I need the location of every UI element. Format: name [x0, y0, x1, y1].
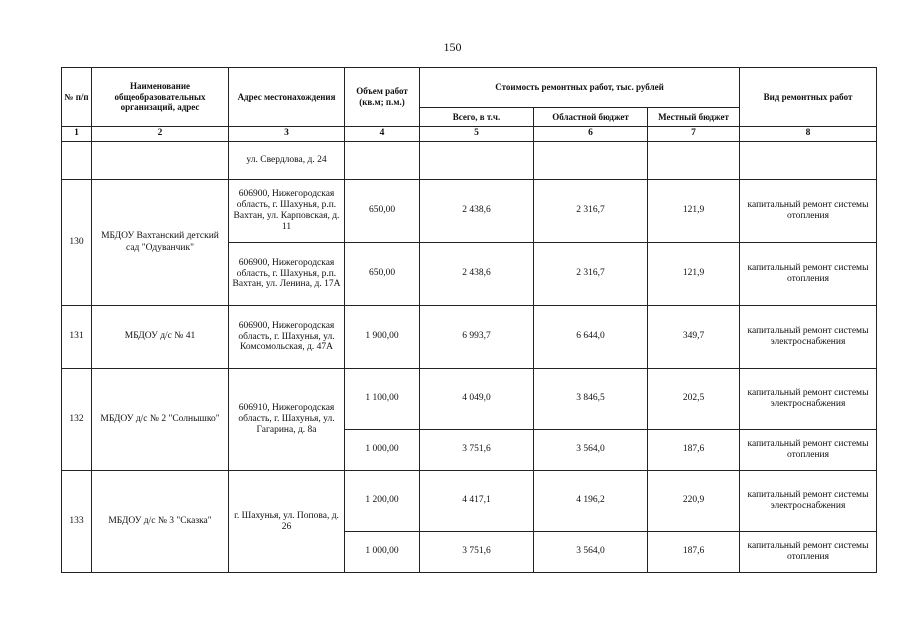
page-number: 150 [443, 40, 462, 54]
header-work-type: Вид ремонтных работ [740, 68, 877, 127]
table-row [62, 306, 877, 369]
row-number: 133 [62, 471, 92, 573]
header-total: Всего, в т.ч. [420, 108, 534, 127]
regional-cell: 3 846,5 [534, 369, 648, 430]
column-index: 6 [534, 127, 648, 142]
table-row [62, 142, 877, 180]
work-type-cell: капитальный ремонт системы электроснабжения [740, 471, 877, 532]
address-cell: ул. Свердлова, д. 24 [229, 142, 345, 180]
address-cell: 606910, Нижегородская область, г. Шахунья, ул. Гагарина, д. 8а [229, 369, 345, 471]
column-index: 7 [648, 127, 740, 142]
volume-cell: 1 000,00 [345, 532, 420, 573]
total-cell: 2 438,6 [420, 243, 534, 306]
local-cell: 121,9 [648, 180, 740, 243]
column-index: 3 [229, 127, 345, 142]
regional-cell: 2 316,7 [534, 243, 648, 306]
regional-cell: 6 644,0 [534, 306, 648, 369]
total-cell: 2 438,6 [420, 180, 534, 243]
volume-cell: 650,00 [345, 180, 420, 243]
header-address: Адрес местонахождения [229, 68, 345, 127]
total-cell: 6 993,7 [420, 306, 534, 369]
row-number: 131 [62, 306, 92, 369]
address-cell: г. Шахунья, ул. Попова, д. 26 [229, 471, 345, 573]
regional-cell: 2 316,7 [534, 180, 648, 243]
regional-cell: 4 196,2 [534, 471, 648, 532]
row-number: 130 [62, 180, 92, 306]
header-volume: Объем работ (кв.м; п.м.) [345, 68, 420, 127]
work-type-cell: капитальный ремонт системы электроснабжения [740, 306, 877, 369]
address-cell: 606900, Нижегородская область, г. Шахунья, р.п. Вахтан, ул. Ленина, д. 17А [229, 243, 345, 306]
total-cell: 3 751,6 [420, 532, 534, 573]
local-cell: 202,5 [648, 369, 740, 430]
column-index: 8 [740, 127, 877, 142]
table-row [62, 180, 877, 243]
total-cell: 4 049,0 [420, 369, 534, 430]
table-row [62, 369, 877, 430]
volume-cell: 1 100,00 [345, 369, 420, 430]
total-cell: 4 417,1 [420, 471, 534, 532]
local-cell: 121,9 [648, 243, 740, 306]
work-type-cell: капитальный ремонт системы отопления [740, 243, 877, 306]
local-cell: 349,7 [648, 306, 740, 369]
header-regional: Областной бюджет [534, 108, 648, 127]
repair-works-table [61, 67, 877, 573]
column-index: 1 [62, 127, 92, 142]
header-name: Наименование общеобразовательных организаций, адрес [92, 68, 229, 127]
column-index: 2 [92, 127, 229, 142]
work-type-cell: капитальный ремонт системы отопления [740, 532, 877, 573]
work-type-cell: капитальный ремонт системы отопления [740, 430, 877, 471]
regional-cell: 3 564,0 [534, 430, 648, 471]
table-row [62, 471, 877, 532]
volume-cell: 1 200,00 [345, 471, 420, 532]
work-type-cell: капитальный ремонт системы отопления [740, 180, 877, 243]
organization-name: МБДОУ д/с № 3 "Сказка" [92, 471, 229, 573]
local-cell: 187,6 [648, 430, 740, 471]
header-local: Местный бюджет [648, 108, 740, 127]
volume-cell: 1 900,00 [345, 306, 420, 369]
organization-name: МБДОУ д/с № 41 [92, 306, 229, 369]
header-cost-group: Стоимость ремонтных работ, тыс. рублей [420, 68, 740, 108]
header-num: № п/п [62, 68, 92, 127]
address-cell: 606900, Нижегородская область, г. Шахунья, ул. Комсомольская, д. 47А [229, 306, 345, 369]
column-index: 5 [420, 127, 534, 142]
total-cell: 3 751,6 [420, 430, 534, 471]
volume-cell: 1 000,00 [345, 430, 420, 471]
local-cell: 187,6 [648, 532, 740, 573]
regional-cell: 3 564,0 [534, 532, 648, 573]
organization-name: МБДОУ д/с № 2 "Солнышко" [92, 369, 229, 471]
organization-name: МБДОУ Вахтанский детский сад "Одуванчик" [92, 180, 229, 306]
volume-cell: 650,00 [345, 243, 420, 306]
column-index: 4 [345, 127, 420, 142]
work-type-cell: капитальный ремонт системы электроснабжения [740, 369, 877, 430]
address-cell: 606900, Нижегородская область, г. Шахунья, р.п. Вахтан, ул. Карповская, д. 11 [229, 180, 345, 243]
row-number: 132 [62, 369, 92, 471]
local-cell: 220,9 [648, 471, 740, 532]
